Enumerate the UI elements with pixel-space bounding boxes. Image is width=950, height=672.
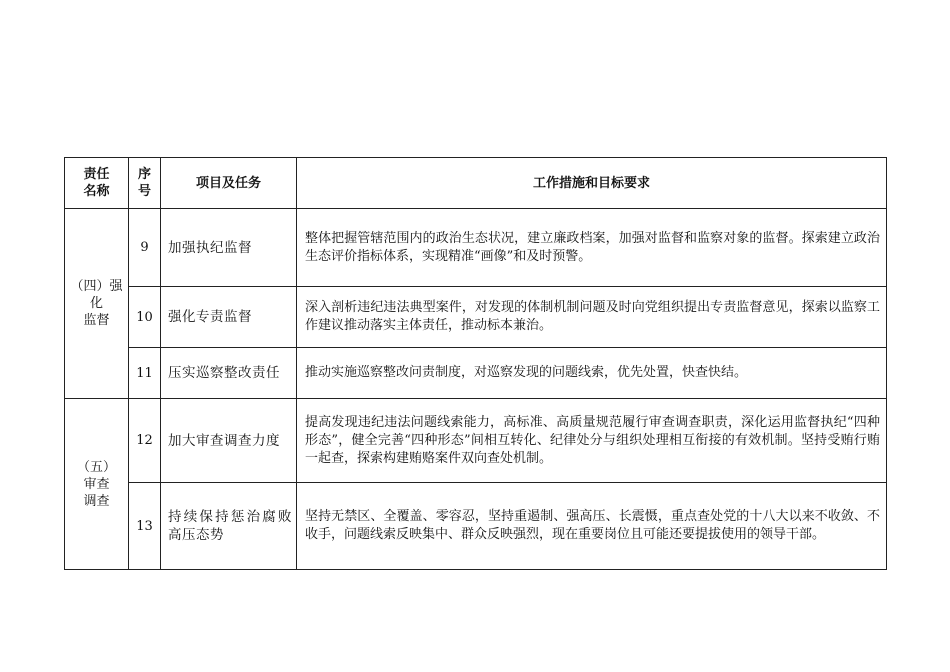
project-cell: 持续保持惩治腐败高压态势 [161,483,297,570]
category-cell [65,209,129,399]
requirement-cell: 深入剖析违纪违法典型案件，对发现的体制机制问题及时向党组织提出专责监督意见，探索以监察工作建议推动落实主体责任，推动标本兼治。 [297,287,887,348]
table-row [65,483,887,570]
row-number: 13 [129,483,161,570]
row-number: 11 [129,348,161,399]
project-cell: 强化专责监督 [161,287,297,348]
table-row [65,209,887,287]
header-seq [129,158,161,209]
category-line: 监督 [83,313,110,328]
header-responsibility [65,158,129,209]
header-seq-line1: 序 [137,167,151,182]
requirement-cell: 推动实施巡察整改问责制度，对巡察发现的问题线索，优先处置，快查快结。 [297,348,887,399]
header-measures: 工作措施和目标要求 [297,158,887,209]
category-line: （四）强 [70,279,123,294]
table-header-row [65,158,887,209]
header-responsibility-line1: 责任 [83,167,110,182]
category-line: 化 [89,296,103,311]
category-cell [65,399,129,570]
row-number: 9 [129,209,161,287]
requirement-cell: 提高发现违纪违法问题线索能力，高标准、高质量规范履行审查调查职责，深化运用监督执纪“四种形态”，健全完善“四种形态”间相互转化、纪律处分与组织处理相互衔接的有效机制。坚持受贿行贿一起查，探索构建贿赂案件双向查处机制。 [297,399,887,483]
table-row [65,399,887,483]
header-project: 项目及任务 [161,158,297,209]
requirement-cell: 坚持无禁区、全覆盖、零容忍，坚持重遏制、强高压、长震慑，重点查处党的十八大以来不收敛、不收手，问题线索反映集中、群众反映强烈，现在重要岗位且可能还要提拔使用的领导干部。 [297,483,887,570]
project-cell: 加大审查调查力度 [161,399,297,483]
requirement-cell: 整体把握管辖范围内的政治生态状况，建立廉政档案，加强对监督和监察对象的监督。探索建立政治生态评价指标体系，实现精准“画像”和及时预警。 [297,209,887,287]
table-row [65,287,887,348]
header-responsibility-line2: 名称 [83,184,110,199]
category-line: （五） [76,459,116,475]
row-number: 10 [129,287,161,348]
project-cell: 加强执纪监督 [161,209,297,287]
header-seq-line2: 号 [137,184,151,199]
project-cell: 压实巡察整改责任 [161,348,297,399]
responsibility-table [64,157,887,570]
row-number: 12 [129,399,161,483]
category-line: 调查 [83,493,110,509]
table-row [65,348,887,399]
category-line: 审查 [83,476,110,492]
